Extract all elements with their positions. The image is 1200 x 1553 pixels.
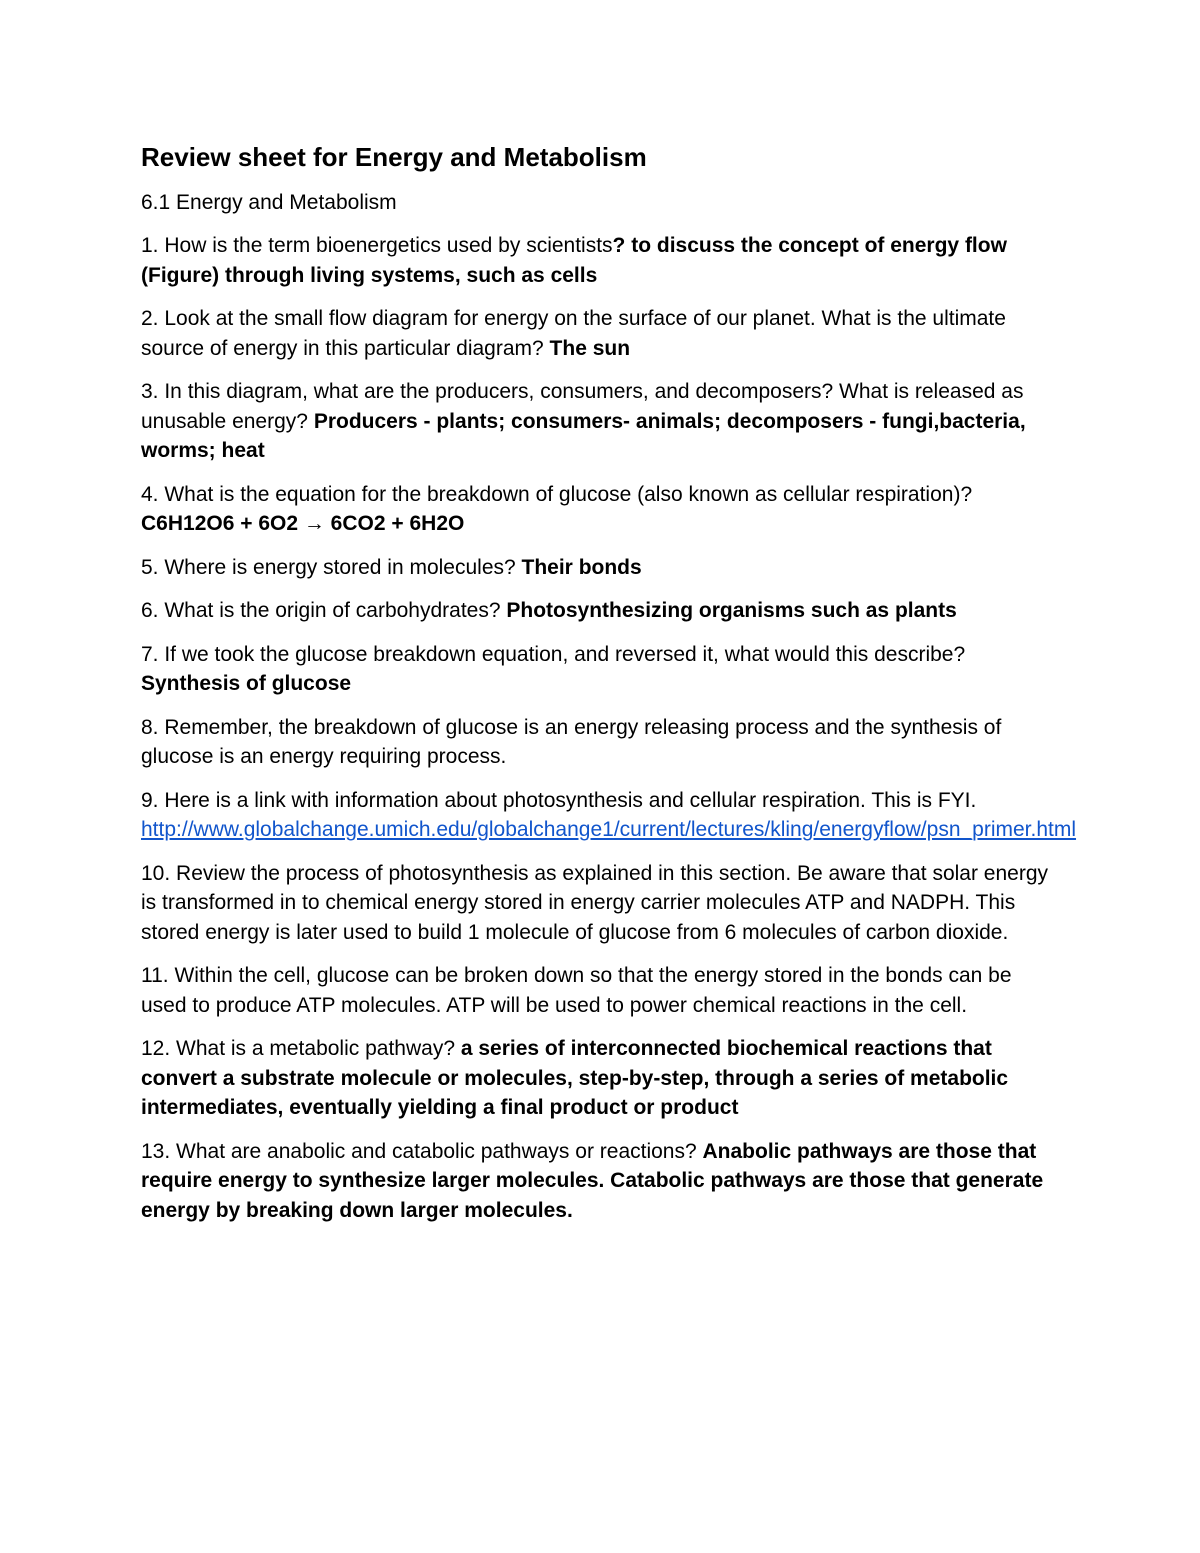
question-text: 6. What is the origin of carbohydrates? [141,599,507,622]
answer-text: Their bonds [521,555,642,579]
answer-text: Producers - plants; consumers- animals; decomposers - fungi,bacteria, worms; heat [141,409,1026,462]
question-text: 7. If we took the glucose breakdown equation, and reversed it, what would this describe? [141,642,966,666]
question-text: 3. In this diagram, what are the producers, consumers, and decomposers? What is released as unusable energy? [141,380,1024,433]
answer-text: Anabolic pathways are those that require energy to synthesize larger molecules. Catabolic pathways are those that generate energy by breaking down larger molecules. [141,1139,1044,1222]
question-text: 13. What are anabolic and catabolic pathways or reactions? [141,1139,703,1163]
question-2 [141,304,1061,363]
question-1 [141,231,1061,290]
question-3 [141,377,1061,466]
section-heading: 6.1 Energy and Metabolism [141,191,397,214]
psn-primer-link[interactable]: http://www.globalchange.umich.edu/globalchange1/current/lectures/kling/energyflow/psn_primer.html [141,818,1077,841]
question-text: 12. What is a metabolic pathway? [141,1037,461,1060]
note-text: 8. Remember, the breakdown of glucose is an energy releasing process and the synthesis of glucose is an energy requiring process. [141,715,1002,768]
note-9 [141,786,1077,845]
question-6 [141,596,1061,626]
question-13 [141,1137,1061,1226]
note-11 [141,961,1061,1020]
question-5 [141,553,1061,583]
answer-text: Synthesis of glucose [141,672,352,695]
question-4 [141,480,1061,539]
answer-text: a series of interconnected biochemical reactions that convert a substrate molecule or molecules, step-by-step, through a series of metabolic intermediates, eventually yielding a final product or product [141,1037,1009,1119]
answer-text: ? to discuss the concept of energy flow (Figure) through living systems, such as cells [141,234,1007,287]
question-12 [141,1034,1061,1123]
note-text: 10. Review the process of photosynthesis as explained in this section. Be aware that solar energy is transformed in to chemical energy stored in energy carrier molecules ATP and NADPH. This stored energy is later used to build 1 molecule of glucose from 6 molecules of carbon dioxide. [141,861,1049,944]
note-text: 11. Within the cell, glucose can be broken down so that the energy stored in the bonds can be used to produce ATP molecules. ATP will be used to power chemical reactions in the cell. [141,964,1012,1017]
question-7 [141,640,1061,699]
answer-text: The sun [549,336,631,360]
question-text: 5. Where is energy stored in molecules? [141,555,522,579]
question-text: 1. How is the term bioenergetics used by scientists [141,234,613,257]
question-text: 2. Look at the small flow diagram for energy on the surface of our planet. What is the ultimate source of energy in this particular diagram? [141,307,1006,360]
note-10 [141,859,1061,948]
document-page [141,138,1077,1239]
question-text: 4. What is the equation for the breakdown of glucose (also known as cellular respiration)? [141,482,973,506]
note-8 [141,713,1061,772]
document-title: Review sheet for Energy and Metabolism [141,142,647,172]
answer-text: C6H12O6 + 6O2 → 6CO2 + 6H2O [141,512,465,535]
answer-text: Photosynthesizing organisms such as plants [506,599,957,622]
note-text: 9. Here is a link with information about photosynthesis and cellular respiration. This is FYI. [141,788,977,812]
